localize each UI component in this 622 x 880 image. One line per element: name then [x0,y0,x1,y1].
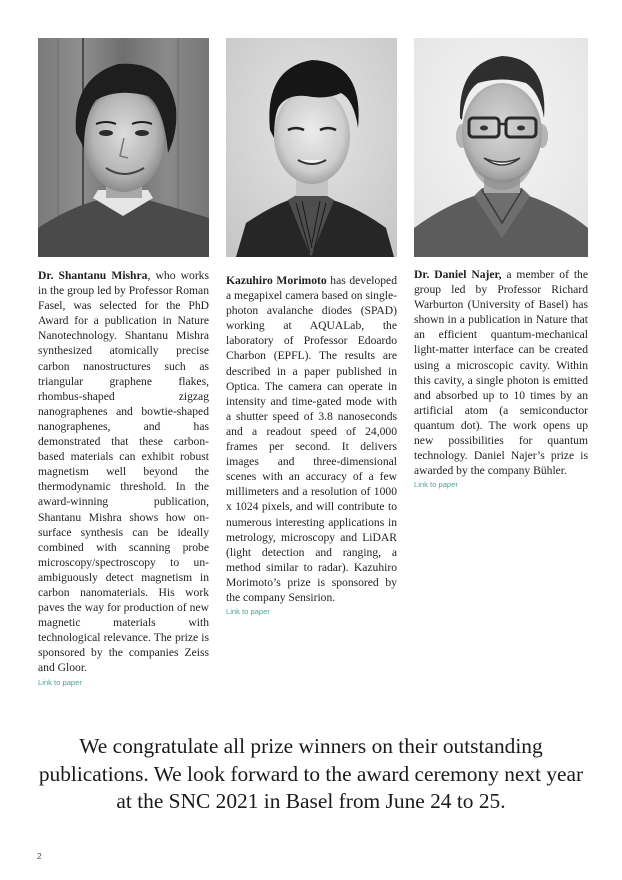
winner-bio [414,267,588,478]
link-to-paper-mishra[interactable]: Link to paper [38,677,82,687]
winner-column-mishra [38,38,209,687]
winner-name: Kazuhiro Morimoto [226,274,327,287]
portrait-photo-najer [414,38,588,257]
link-to-paper-morimoto[interactable]: Link to paper [226,607,270,617]
winner-bio [38,268,209,676]
winner-name: Dr. Shantanu Mishra [38,269,148,282]
portrait-image [38,38,209,257]
portrait-image [226,38,397,257]
winner-bio [226,273,397,605]
winner-bio-text: has developed a megapixel camera based on single-photon avalanche diodes (SPAD) working at AQUALab, the laboratory of Professor Edoardo Charbon (EPFL). The results are described in a paper published in Optica. The camera can operate in intensity and time-gated mode with a shutter speed of 3.8 nanoseconds and a readout speed of 24,000 frames per second. It delivers images and three-dimensional scenes with an accuracy of a few millimeters and a resolution of 1000 x 1024 pixels, and will contribute to numerous interesting applications in metrology, microscopy and LiDAR (light detection and ranging, a method similar to radar). Kazuhiro Morimoto’s prize is sponsored by the company Sensirion. [226,274,397,604]
winner-name: Dr. Daniel Najer, [414,268,502,281]
portrait-photo-mishra [38,38,209,257]
closing-statement: We congratulate all prize winners on their outstanding publications. We look forward to the award ceremony next year at the SNC 2021 in Basel from June 24 to 25. [38,734,584,814]
portrait-photo-morimoto [226,38,397,257]
winner-bio-text: who works in the group led by Professor Roman Fasel, was selected for the PhD Award for a publication in Nature Nanotechnology. Shantanu Mishra synthesized atomically precise carbon nanostructures such as triangular graphene flakes, rhombus-shaped zigzag nanographenes and bowtie-shaped nanographenes, and has demonstrated that these carbon-based materials can exhibit robust magnetism well beyond the thermodynamic threshold. In the award-winning publication, Shantanu Mishra shows how on-surface synthesis can be ideally combined with scanning probe microscopy/spectroscopy to unambiguously detect magnetism in carbon nanomaterials. His work paves the way for production of new magnetic materials with technological relevance. The prize is sponsored by the companies Zeiss and Gloor. [38,269,209,675]
link-to-paper-najer[interactable]: Link to paper [414,480,458,490]
winner-bio-text: a member of the group led by Professor Richard Warburton (University of Basel) has shown in a publication in Nature that an efficient quantum-mechanical light-matter interface can be created using a microscopic cavity. Within this cavity, a single photon is emitted and absorbed up to 10 times by an artificial atom (a semiconductor quantum dot). The work opens up new possibilities for quantum technology. Daniel Najer’s prize is awarded by the company Bühler. [414,268,589,478]
winner-name-suffix: , [147,269,151,282]
winners-columns [38,38,588,687]
winner-column-najer [414,38,588,687]
page-number: 2 [37,851,42,861]
winner-column-morimoto [226,38,397,687]
portrait-image [414,38,588,257]
